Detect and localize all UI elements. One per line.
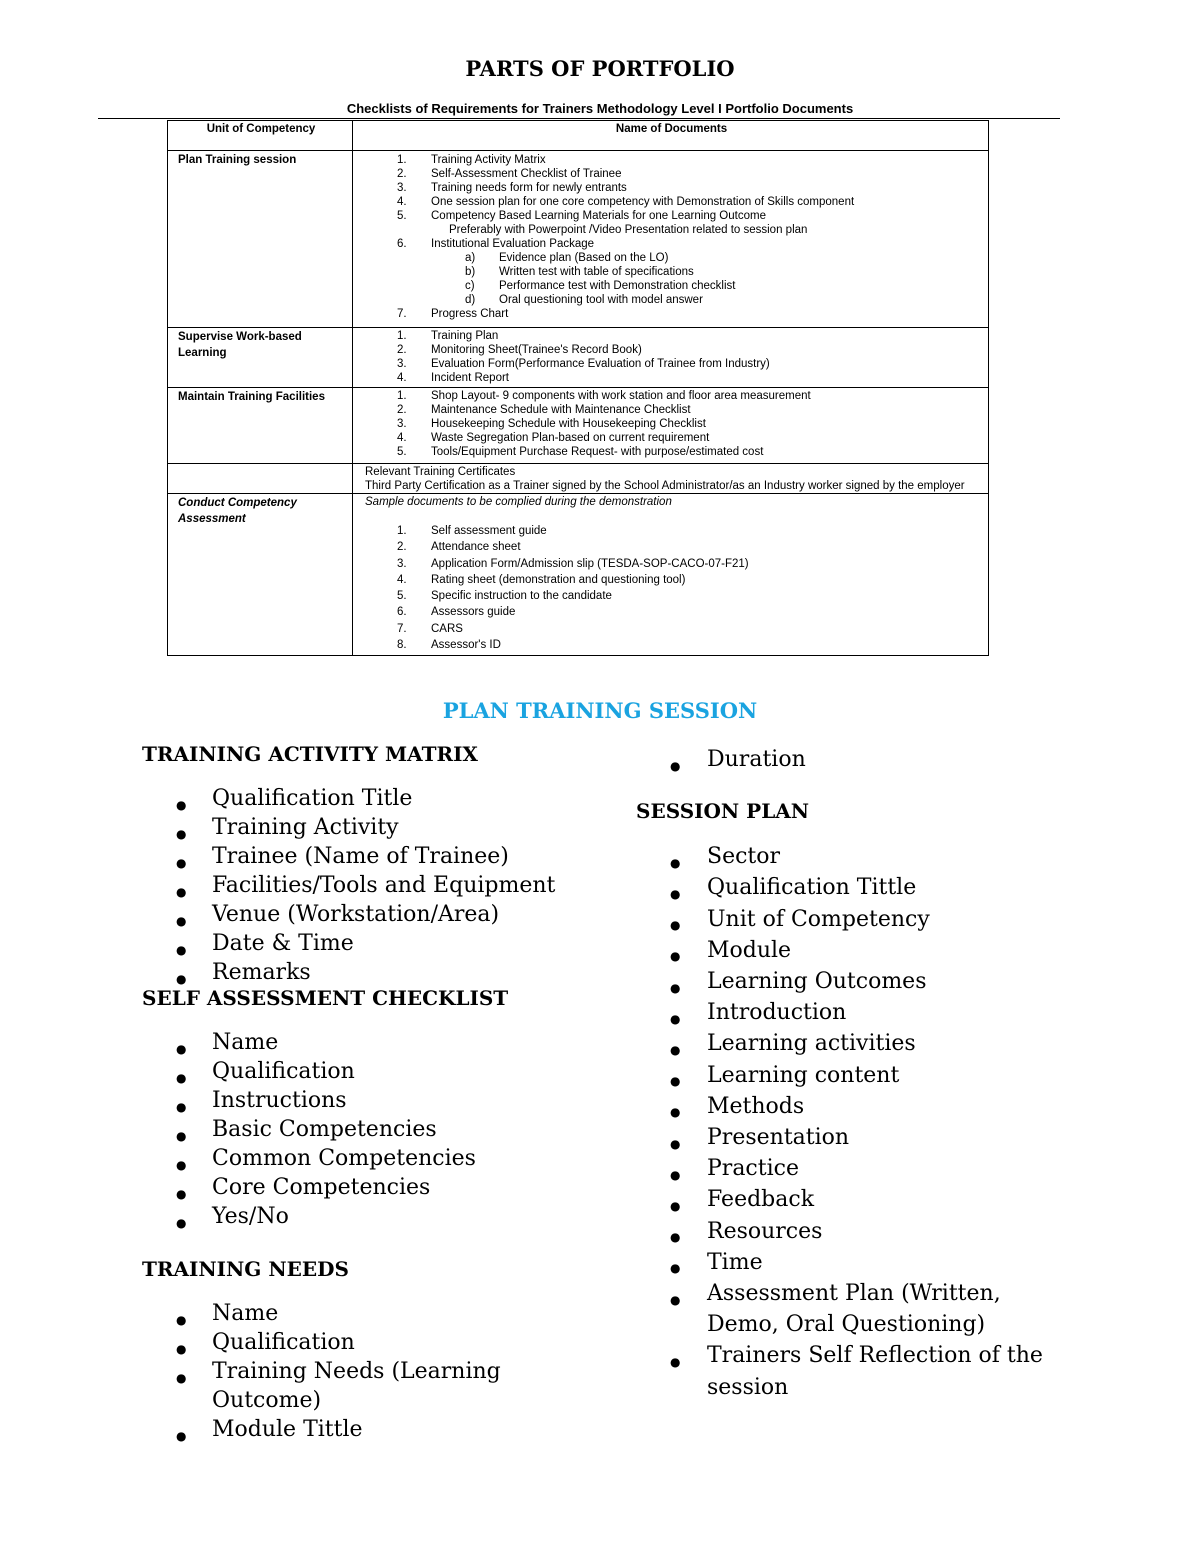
bullet-item: ● Sector	[636, 841, 1066, 872]
bullet-item: ● Presentation	[636, 1122, 1066, 1153]
list-item: 4. Waste Segregation Plan-based on current requirement	[397, 432, 710, 444]
list-item: 7. CARS	[397, 622, 463, 635]
bullet-item: ● Yes/No	[142, 1202, 562, 1231]
training-activity-matrix-heading: TRAINING ACTIVITY MATRIX	[142, 742, 478, 766]
training-activity-matrix-list	[142, 784, 562, 987]
list-item: a) Evidence plan (Based on the LO)	[465, 252, 669, 264]
left-column	[142, 742, 562, 1444]
list-item: 4. Rating sheet (demonstration and questioning tool)	[397, 573, 686, 586]
session-plan-list	[636, 841, 1066, 1403]
relevant-line-2: Third Party Certification as a Trainer signed by the School Administrator/as an Industry worker signed by the employer	[365, 480, 965, 492]
bullet-item: ● Learning content	[636, 1060, 1066, 1091]
bullet-item: ● Resources	[636, 1216, 1066, 1247]
bullet-item: ● Venue (Workstation/Area)	[142, 900, 562, 929]
list-item: 3. Evaluation Form(Performance Evaluation of Trainee from Industry)	[397, 358, 770, 370]
bullet-item: ● Name	[142, 1028, 562, 1057]
list-item: 2. Monitoring Sheet(Trainee's Record Book)	[397, 344, 642, 356]
documents-cell	[353, 328, 989, 388]
table-header-row	[168, 121, 989, 151]
bullet-item: ● Qualification	[142, 1328, 562, 1357]
bullet-item: ● Practice	[636, 1153, 1066, 1184]
bullet-item: ● Instructions	[142, 1086, 562, 1115]
caption-rule	[98, 118, 1060, 119]
bullet-item: ● Name	[142, 1299, 562, 1328]
unit-cell: Supervise Work-based Learning	[168, 328, 353, 388]
table-caption: Checklists of Requirements for Trainers Methodology Level I Portfolio Documents	[346, 101, 854, 116]
list-item: 6. Assessors guide	[397, 606, 516, 619]
evaluation-package-list	[363, 251, 980, 307]
bullet-item: ● Introduction	[636, 997, 1066, 1028]
bullet-item: ● Qualification Title	[142, 784, 562, 813]
plan-item6	[363, 237, 980, 251]
table-row	[168, 388, 989, 464]
bullet-item: ● Basic Competencies	[142, 1115, 562, 1144]
header-unit: Unit of Competency	[168, 121, 353, 151]
bullet-item: ● Duration	[636, 744, 1066, 775]
self-assessment-checklist-heading: SELF ASSESSMENT CHECKLIST	[142, 986, 509, 1010]
list-item: 5. Competency Based Learning Materials for one Learning Outcome	[397, 210, 766, 222]
requirements-table	[167, 120, 989, 656]
list-item: 2. Self-Assessment Checklist of Trainee	[397, 168, 622, 180]
list-item: 5. Specific instruction to the candidate	[397, 590, 612, 603]
list-item: 4. Incident Report	[397, 372, 509, 384]
list-item: 3. Application Form/Admission slip (TESDA-SOP-CACO-07-F21)	[397, 557, 749, 570]
bullet-item: ● Assessment Plan (Written, Demo, Oral Questioning)	[636, 1278, 1066, 1340]
list-item: d) Oral questioning tool with model answer	[465, 294, 703, 306]
bullet-item: ● Trainee (Name of Trainee)	[142, 842, 562, 871]
self-assessment-checklist-list	[142, 1028, 562, 1231]
documents-cell	[353, 494, 989, 656]
list-item: 7. Progress Chart	[397, 308, 509, 320]
list-item: b) Written test with table of specifications	[465, 266, 694, 278]
bullet-item: ● Date & Time	[142, 929, 562, 958]
supervise-list	[363, 329, 980, 385]
bullet-item: ● Learning activities	[636, 1028, 1066, 1059]
bullet-item: ● Facilities/Tools and Equipment	[142, 871, 562, 900]
bullet-item: ● Remarks	[142, 958, 562, 987]
list-item: 2. Attendance sheet	[397, 541, 521, 554]
documents-cell	[353, 151, 989, 328]
list-item: 4. One session plan for one core competency with Demonstration of Skills component	[397, 196, 855, 208]
table-row	[168, 328, 989, 388]
maintain-list	[363, 389, 980, 459]
unit-cell: Conduct Competency Assessment	[168, 494, 353, 656]
page-title: PARTS OF PORTFOLIO	[465, 56, 735, 81]
unit-cell: Plan Training session	[168, 151, 353, 328]
list-item: 3. Housekeeping Schedule with Housekeeping Checklist	[397, 418, 706, 430]
training-needs-heading: TRAINING NEEDS	[142, 1257, 349, 1281]
bullet-item: ● Unit of Competency	[636, 904, 1066, 935]
list-item: 6. Institutional Evaluation Package	[397, 238, 595, 250]
table-row	[168, 464, 989, 494]
bullet-item: ● Methods	[636, 1091, 1066, 1122]
bullet-item: ● Qualification	[142, 1057, 562, 1086]
plan-item7	[363, 307, 980, 321]
bullet-item: ● Module Tittle	[142, 1415, 562, 1444]
list-item: 5. Tools/Equipment Purchase Request- with purpose/estimated cost	[397, 446, 764, 458]
list-item: 1. Training Activity Matrix	[397, 154, 546, 166]
conduct-list	[363, 523, 980, 653]
header-documents: Name of Documents	[353, 121, 989, 151]
training-needs-list	[142, 1299, 562, 1444]
bullet-item: ● Common Competencies	[142, 1144, 562, 1173]
session-plan-heading: SESSION PLAN	[636, 799, 810, 824]
item5-continuation: Preferably with Powerpoint /Video Presentation related to session plan	[449, 224, 808, 236]
unit-cell-empty	[168, 464, 353, 494]
list-item: 8. Assessor's ID	[397, 639, 501, 652]
list-item: 1. Self assessment guide	[397, 525, 547, 537]
bullet-item: ● Core Competencies	[142, 1173, 562, 1202]
table-row	[168, 151, 989, 328]
bullet-item: ● Feedback	[636, 1184, 1066, 1215]
bullet-item: ● Learning Outcomes	[636, 966, 1066, 997]
relevant-line-1: Relevant Training Certificates	[365, 466, 516, 478]
section-title: PLAN TRAINING SESSION	[442, 698, 758, 723]
unit-cell: Maintain Training Facilities	[168, 388, 353, 464]
bullet-item: ● Trainers Self Reflection of the session	[636, 1340, 1066, 1402]
list-item: 1. Shop Layout- 9 components with work station and floor area measurement	[397, 390, 811, 402]
table-row	[168, 494, 989, 656]
plan-training-list	[363, 153, 980, 223]
relevant-cell	[353, 464, 989, 494]
list-item: 1. Training Plan	[397, 330, 499, 342]
bullet-item: ● Training Needs (Learning Outcome)	[142, 1357, 562, 1415]
bullet-item: ● Time	[636, 1247, 1066, 1278]
documents-cell	[353, 388, 989, 464]
right-column	[636, 744, 1066, 1403]
sample-note: Sample documents to be complied during the demonstration	[365, 496, 672, 508]
list-item: 2. Maintenance Schedule with Maintenance Checklist	[397, 404, 691, 416]
continued-list	[636, 744, 1066, 775]
bullet-item: ● Qualification Tittle	[636, 872, 1066, 903]
bullet-item: ● Module	[636, 935, 1066, 966]
list-item: 3. Training needs form for newly entrants	[397, 182, 627, 194]
bullet-item: ● Training Activity	[142, 813, 562, 842]
list-item: c) Performance test with Demonstration checklist	[465, 280, 736, 292]
